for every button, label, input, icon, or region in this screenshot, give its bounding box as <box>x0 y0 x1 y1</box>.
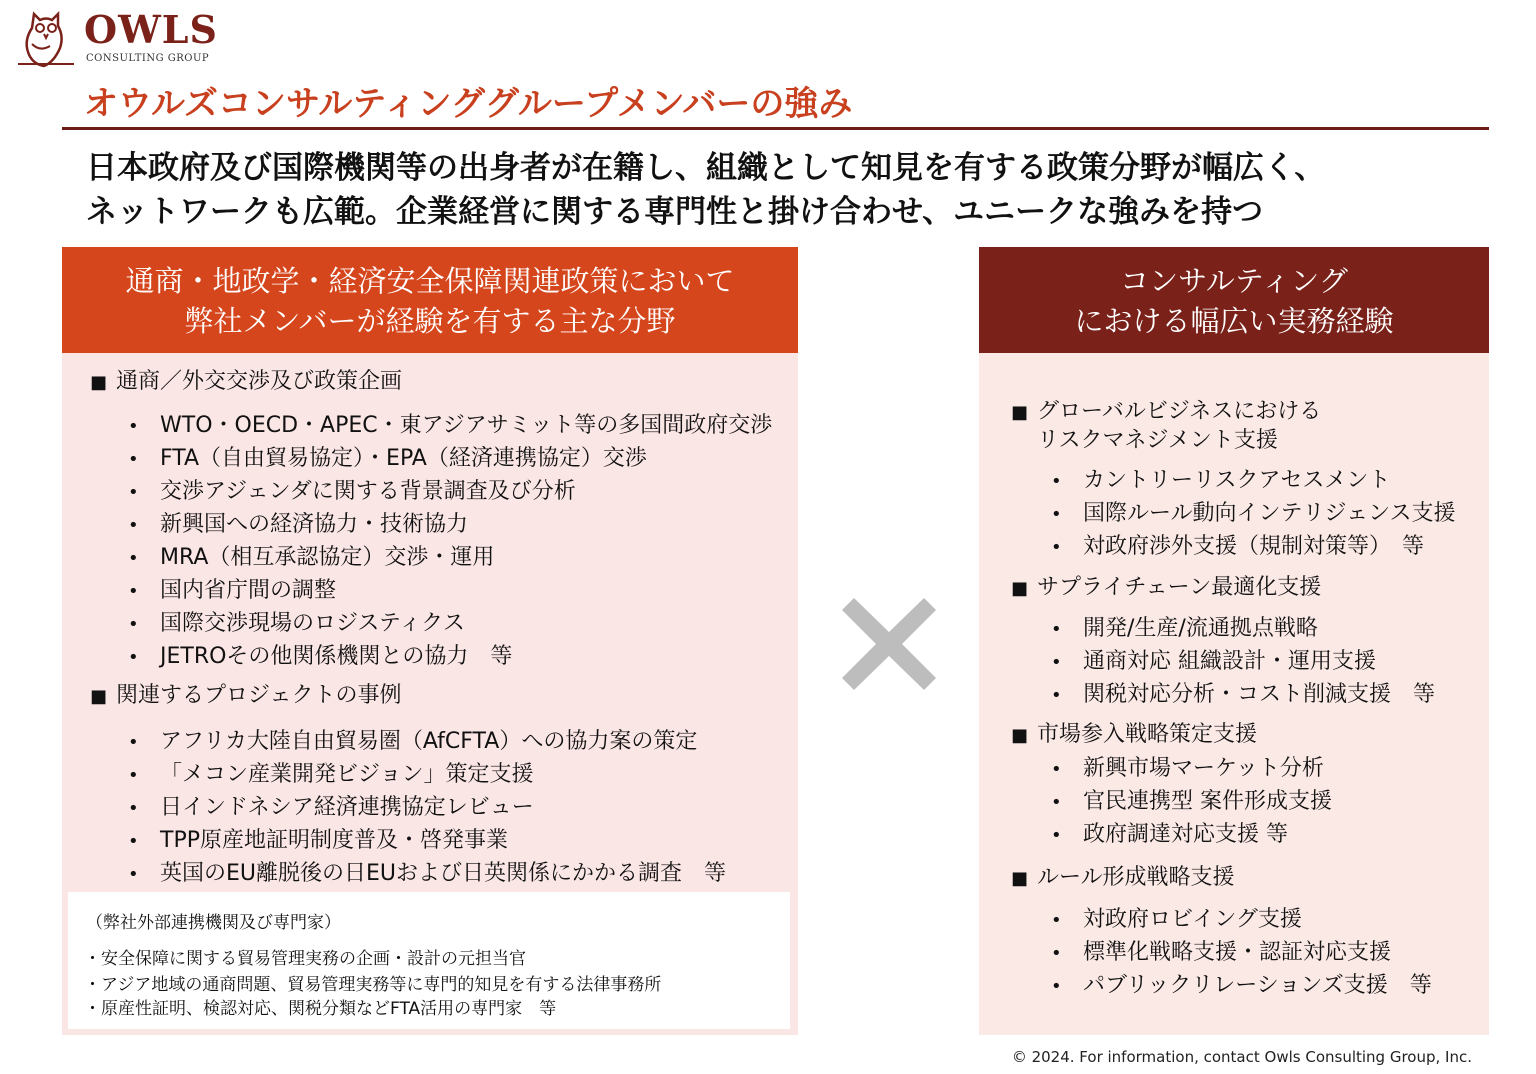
list-item: • FTA（自由貿易協定）・EPA（経済連携協定）交渉 <box>128 444 647 475</box>
section-title: ■ グローバルビジネスにおける リスクマネジメント支援 <box>1011 399 1322 453</box>
page-title: オウルズコンサルティンググループメンバーの強み <box>84 84 853 124</box>
copyright-footer: © 2024. For information, contact Owls Consulting Group, Inc. <box>1011 1048 1472 1066</box>
bullet-icon: • <box>128 614 139 635</box>
bullet-icon: • <box>128 732 139 753</box>
list-item: • 国際ルール動向インテリジェンス支援 <box>1051 499 1455 530</box>
list-item: • 対政府ロビイング支援 <box>1051 905 1302 936</box>
section-title: ■ 関連するプロジェクトの事例 <box>90 681 402 712</box>
list-item: • カントリーリスクアセスメント <box>1051 466 1390 497</box>
lead-line: 日本政府及び国際機関等の出身者が在籍し、組織として知見を有する政策分野が幅広く、 <box>86 150 1326 186</box>
list-item: • 官民連携型 案件形成支援 <box>1051 787 1332 818</box>
header-line: における幅広い実務経験 <box>1074 304 1394 338</box>
list-item: • 関税対応分析・コスト削減支援 等 <box>1051 680 1435 711</box>
bullet-icon: • <box>1051 619 1062 640</box>
bullet-icon: • <box>1051 759 1062 780</box>
header-line: 弊社メンバーが経験を有する主な分野 <box>184 304 676 338</box>
policy-fields-header <box>62 247 798 353</box>
list-item: • TPP原産地証明制度普及・啓発事業 <box>128 826 508 857</box>
lead-statement <box>86 146 1506 234</box>
bullet-icon: • <box>128 798 139 819</box>
list-item: • MRA（相互承認協定）交渉・運用 <box>128 543 494 574</box>
list-item: • 政府調達対応支援 等 <box>1051 820 1288 851</box>
header-line: コンサルティング <box>1120 264 1348 298</box>
partners-heading: （弊社外部連携機関及び専門家） <box>86 913 341 933</box>
list-item: • JETROその他関係機関との協力 等 <box>128 642 512 673</box>
list-item: • 開発/生産/流通拠点戦略 <box>1051 614 1318 645</box>
partner-item: ・原産性証明、検認対応、関税分類などFTA活用の専門家 等 <box>84 999 557 1019</box>
bullet-icon: • <box>128 548 139 569</box>
bullet-icon: • <box>128 864 139 885</box>
external-partners-box <box>68 892 790 1029</box>
section-title: ■ サプライチェーン最適化支援 <box>1011 575 1322 600</box>
bullet-icon: • <box>1051 976 1062 997</box>
bullet-icon: • <box>128 416 139 437</box>
bullet-icon: • <box>128 515 139 536</box>
bullet-icon: • <box>1051 652 1062 673</box>
list-item: • 新興市場マーケット分析 <box>1051 754 1324 785</box>
section-title: ■ 通商／外交交渉及び政策企画 <box>90 367 402 398</box>
logo-wordmark: OWLS <box>84 7 218 52</box>
bullet-icon: • <box>1051 943 1062 964</box>
consulting-experience-header <box>979 247 1489 353</box>
header-line: 通商・地政学・経済安全保障関連政策において <box>125 264 735 298</box>
list-item: • 日インドネシア経済連携協定レビュー <box>128 793 534 824</box>
bullet-icon: • <box>128 831 139 852</box>
list-item: • WTO・OECD・APEC・東アジアサミット等の多国間政府交渉 <box>128 411 772 442</box>
section-title: ■ 市場参入戦略策定支援 <box>1011 722 1258 747</box>
owl-logo-icon <box>14 6 78 68</box>
bullet-icon: • <box>128 581 139 602</box>
list-item: • 通商対応 組織設計・運用支援 <box>1051 647 1376 678</box>
list-item: • 「メコン産業開発ビジョン」策定支援 <box>128 760 534 791</box>
consulting-experience-panel <box>979 247 1489 1035</box>
list-item: • 新興国への経済協力・技術協力 <box>128 510 468 541</box>
list-item: • 対政府渉外支援（規制対策等） 等 <box>1051 532 1424 563</box>
list-item: • アフリカ大陸自由貿易圏（AfCFTA）への協力案の策定 <box>128 727 697 758</box>
multiply-icon <box>840 596 938 692</box>
bullet-icon: • <box>1051 825 1062 846</box>
logo-subtitle: CONSULTING GROUP <box>86 53 210 64</box>
section-title: ■ ルール形成戦略支援 <box>1011 865 1235 890</box>
list-item: • 標準化戦略支援・認証対応支援 <box>1051 938 1391 969</box>
bullet-icon: • <box>1051 537 1062 558</box>
list-item: • パブリックリレーションズ支援 等 <box>1051 971 1432 1002</box>
bullet-icon: • <box>128 647 139 668</box>
bullet-icon: • <box>128 482 139 503</box>
lead-line: ネットワークも広範。企業経営に関する専門性と掛け合わせ、ユニークな強みを持つ <box>86 194 1264 230</box>
list-item: • 国際交渉現場のロジスティクス <box>128 609 465 640</box>
bullet-icon: • <box>1051 792 1062 813</box>
title-divider <box>62 127 1489 130</box>
bullet-icon: • <box>1051 910 1062 931</box>
list-item: • 交渉アジェンダに関する背景調査及び分析 <box>128 477 576 508</box>
partner-item: ・アジア地域の通商問題、貿易管理実務等に専門的知見を有する法律事務所 <box>84 975 662 995</box>
bullet-icon: • <box>128 765 139 786</box>
list-item: • 英国のEU離脱後の日EUおよび日英関係にかかる調査 等 <box>128 859 726 890</box>
company-logo <box>14 6 218 68</box>
bullet-icon: • <box>128 449 139 470</box>
bullet-icon: • <box>1051 685 1062 706</box>
bullet-icon: • <box>1051 471 1062 492</box>
partner-item: ・安全保障に関する貿易管理実務の企画・設計の元担当官 <box>84 949 526 969</box>
list-item: • 国内省庁間の調整 <box>128 576 336 607</box>
bullet-icon: • <box>1051 504 1062 525</box>
